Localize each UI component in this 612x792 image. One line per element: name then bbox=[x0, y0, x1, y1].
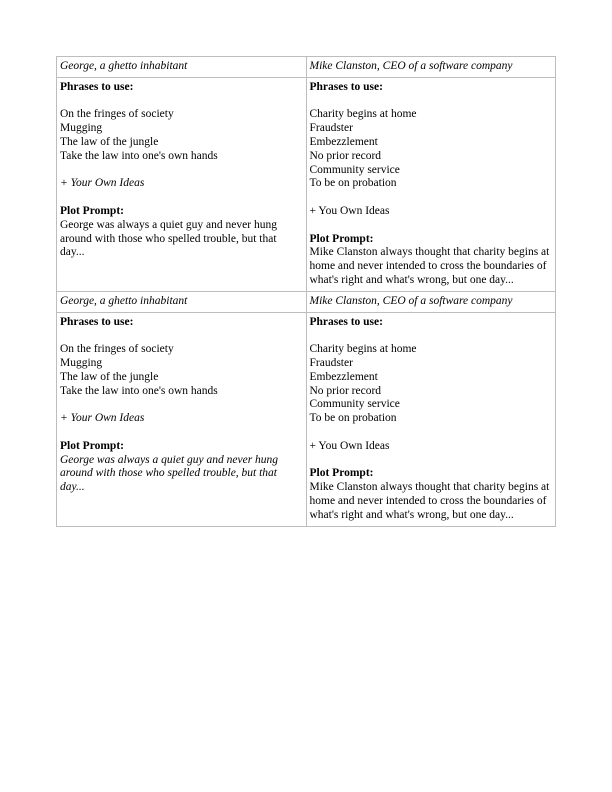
phrase-item: Charity begins at home bbox=[309, 343, 417, 356]
phrase-item: Embezzlement bbox=[309, 370, 378, 383]
phrase-item: Fraudster bbox=[309, 122, 353, 135]
document-page bbox=[56, 56, 556, 527]
phrases-heading: Phrases to use: bbox=[60, 80, 134, 93]
plot-prompt-text: George was always a quiet guy and never hung around with those who spelled trouble, but that day... bbox=[60, 453, 279, 494]
phrase-item: Embezzlement bbox=[309, 135, 378, 148]
character-title-right: Mike Clanston, CEO of a software company bbox=[306, 291, 556, 312]
phrase-item: No prior record bbox=[309, 149, 382, 162]
phrase-item: To be on probation bbox=[309, 412, 397, 425]
character-title-left: George, a ghetto inhabitant bbox=[57, 291, 307, 312]
card-left bbox=[57, 312, 307, 526]
phrase-item: On the fringes of society bbox=[60, 108, 174, 121]
own-ideas-note: + Your Own Ideas bbox=[60, 177, 145, 190]
phrase-item: To be on probation bbox=[309, 177, 397, 190]
own-ideas-note: + You Own Ideas bbox=[309, 439, 390, 452]
character-title-right: Mike Clanston, CEO of a software company bbox=[306, 57, 556, 78]
card-right bbox=[306, 312, 556, 526]
phrases-heading: Phrases to use: bbox=[309, 315, 383, 328]
card-right bbox=[306, 77, 556, 291]
content-row bbox=[57, 312, 556, 526]
plot-prompt-text: George was always a quiet guy and never hung around with those who spelled trouble, but that day... bbox=[60, 218, 277, 259]
plot-prompt-heading: Plot Prompt: bbox=[60, 204, 124, 217]
title-row bbox=[57, 291, 556, 312]
phrase-item: Mugging bbox=[60, 356, 103, 369]
story-cards-table bbox=[56, 56, 556, 527]
phrase-item: No prior record bbox=[309, 384, 382, 397]
phrase-item: On the fringes of society bbox=[60, 343, 174, 356]
phrase-item: Community service bbox=[309, 398, 400, 411]
plot-prompt-text: Mike Clanston always thought that charity begins at home and never intended to cross the boundaries of what's right and what's wrong, but one day... bbox=[309, 246, 550, 286]
title-row bbox=[57, 57, 556, 78]
phrase-item: Charity begins at home bbox=[309, 108, 417, 121]
plot-prompt-heading: Plot Prompt: bbox=[60, 439, 124, 452]
phrase-item: Community service bbox=[309, 163, 400, 176]
card-left bbox=[57, 77, 307, 291]
phrase-item: Mugging bbox=[60, 122, 103, 135]
phrase-item: The law of the jungle bbox=[60, 135, 159, 148]
character-title-left: George, a ghetto inhabitant bbox=[57, 57, 307, 78]
phrases-heading: Phrases to use: bbox=[309, 80, 383, 93]
phrase-item: Take the law into one's own hands bbox=[60, 384, 218, 397]
phrase-item: The law of the jungle bbox=[60, 370, 159, 383]
own-ideas-note: + Your Own Ideas bbox=[60, 412, 145, 425]
content-row bbox=[57, 77, 556, 291]
phrases-heading: Phrases to use: bbox=[60, 315, 134, 328]
own-ideas-note: + You Own Ideas bbox=[309, 204, 390, 217]
phrase-item: Fraudster bbox=[309, 356, 353, 369]
phrase-item: Take the law into one's own hands bbox=[60, 149, 218, 162]
plot-prompt-heading: Plot Prompt: bbox=[309, 467, 374, 480]
plot-prompt-heading: Plot Prompt: bbox=[309, 232, 374, 245]
plot-prompt-text: Mike Clanston always thought that charity begins at home and never intended to cross the boundaries of what's right and what's wrong, but one day... bbox=[309, 481, 550, 521]
